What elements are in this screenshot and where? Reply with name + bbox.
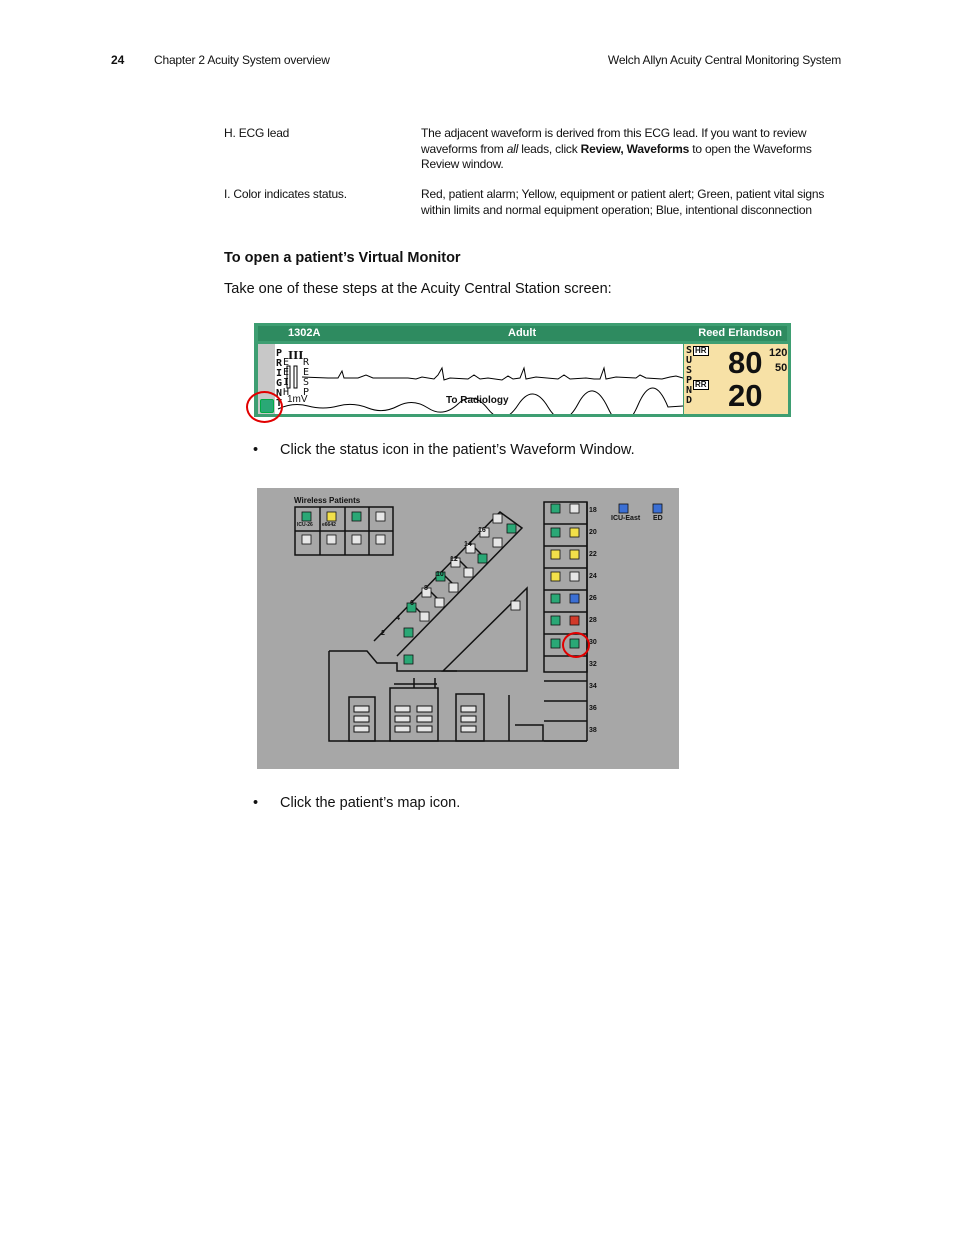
print-letters-2: EEIH	[283, 357, 290, 398]
hr-tag: HR	[695, 346, 707, 355]
room-number: 4	[396, 615, 400, 622]
ecg-waveform	[258, 344, 683, 414]
location-note: To Radiology	[446, 395, 509, 406]
floor-plan	[257, 488, 679, 769]
unit-link-icu-east[interactable]: ICU-East	[611, 515, 641, 522]
room-number: 20	[589, 529, 597, 536]
bullet-2: •	[253, 795, 259, 811]
chapter-heading: Chapter 2 Acuity System overview	[154, 53, 330, 67]
scale-label: 1mV	[287, 394, 308, 405]
room-number: 26	[589, 595, 597, 602]
vitals-panel[interactable]	[684, 344, 788, 414]
room-number: 6	[410, 600, 414, 607]
patient-name-label: Reed Erlandson	[698, 327, 782, 339]
ecg-lead-label[interactable]: III	[288, 349, 304, 362]
room-number: 16	[478, 527, 486, 534]
definition-term-ecg-lead: H. ECG lead	[224, 126, 290, 140]
hr-value: 80	[728, 345, 763, 380]
definition-term-color-status: I. Color indicates status.	[224, 187, 347, 201]
room-number: 36	[589, 705, 597, 712]
room-number: 38	[589, 727, 597, 734]
step-2: Click the patient’s map icon.	[280, 795, 461, 811]
suspend-letters: SUSPND	[686, 345, 693, 406]
room-number: 8	[424, 585, 428, 592]
unit-link-ed[interactable]: ED	[653, 515, 663, 522]
unit-map	[257, 488, 679, 769]
resp-label: RESP	[303, 357, 310, 398]
room-number: 32	[589, 661, 597, 668]
wireless-patients-title: Wireless Patients	[294, 496, 361, 505]
procedure-heading: To open a patient’s Virtual Monitor	[224, 250, 461, 266]
hr-high-limit: 120	[769, 347, 788, 359]
procedure-intro: Take one of these steps at the Acuity Central Station screen:	[224, 281, 612, 297]
room-number: 22	[589, 551, 597, 558]
waveform-area[interactable]	[258, 344, 683, 414]
page-number: 24	[111, 53, 125, 67]
room-number: 28	[589, 617, 597, 624]
room-number: 30	[589, 639, 597, 646]
rr-value: 20	[728, 378, 763, 413]
room-number: 2	[381, 630, 385, 637]
rr-tag: RR	[695, 380, 707, 389]
bullet-1: •	[253, 442, 259, 458]
step-1: Click the status icon in the patient’s Waveform Window.	[280, 442, 635, 458]
wireless-label-2: e6642	[322, 522, 336, 528]
definition-desc-ecg-lead: The adjacent waveform is derived from this ECG lead. If you want to review waveforms from all leads, click Review, Waveforms to open the Waveforms Review window.	[421, 126, 812, 171]
room-number: 24	[589, 573, 597, 580]
room-number: 18	[589, 507, 597, 514]
hr-low-limit: 50	[775, 362, 788, 374]
room-number: 12	[450, 556, 458, 563]
print-letters: PRIGNT	[276, 348, 283, 409]
document-title: Welch Allyn Acuity Central Monitoring System	[607, 53, 841, 67]
definition-desc-color-status: Red, patient alarm; Yellow, equipment or patient alert; Green, patient vital signs within limits and normal equipment operation; Blue, intentional disconnection	[421, 187, 825, 217]
patient-type-label: Adult	[508, 327, 537, 339]
status-icon-highlight	[246, 391, 283, 423]
waveform-window	[254, 323, 791, 417]
wireless-label-1: ICU-26	[297, 522, 313, 528]
bed-label: 1302A	[288, 327, 321, 339]
room-number: 34	[589, 683, 597, 690]
room-number: 14	[464, 541, 472, 548]
map-icon-highlight	[562, 632, 590, 658]
waveform-title-bar[interactable]	[258, 326, 787, 341]
room-number: 10	[436, 571, 444, 578]
